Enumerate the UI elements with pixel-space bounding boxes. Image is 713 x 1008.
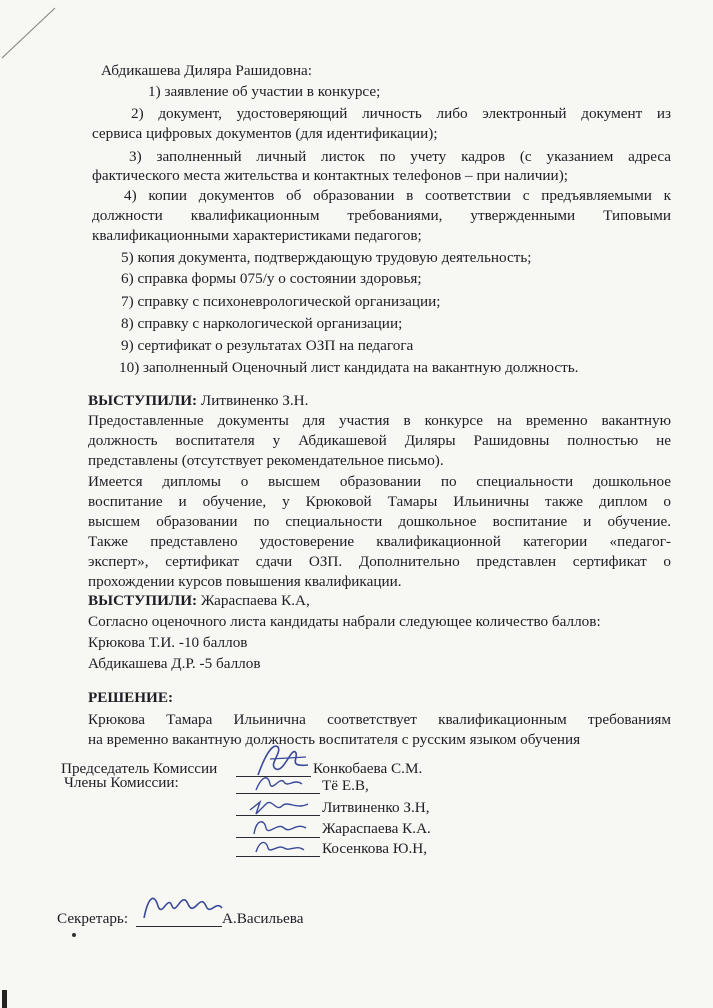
doc-item: 8) справку с наркологической организации;	[121, 315, 403, 332]
text-line: эксперт», сертификат сдачи ОЗП. Дополнительно представлен сертификат о	[88, 553, 671, 570]
text-line: Предоставленные документы для участия в конкурсе на временно вакантную	[88, 412, 671, 429]
text-line: Абдикашева Д.Р. -5 баллов	[88, 655, 261, 672]
candidate-name: Абдикашева Диляра Рашидовна:	[101, 62, 313, 79]
doc-item: фактического места жительства и контактных телефонов – при наличии);	[92, 167, 568, 184]
doc-item: 4) копии документов об образовании в соответствии с предъявляемыми к	[124, 187, 671, 204]
scan-edge-mark	[2, 990, 7, 1008]
doc-item: квалификационными характеристиками педагогов;	[92, 227, 422, 244]
decision-line: Крюкова Тамара Ильинична соответствует квалификационным требованиям	[88, 711, 671, 728]
speaker1-label: ВЫСТУПИЛИ:	[88, 392, 198, 409]
doc-item: 7) справку с психоневрологической организации;	[121, 293, 441, 310]
doc-item: 10) заполненный Оценочный лист кандидата на вакантную должность.	[119, 359, 579, 376]
text-line: воспитание и обучение, у Крюковой Тамары Ильиничны также диплом о	[88, 493, 671, 510]
doc-item: 1) заявление об участии в конкурсе;	[148, 83, 381, 100]
decision-line: на временно вакантную должность воспитателя с русским языком обучения	[88, 731, 581, 748]
member-signature	[250, 832, 310, 860]
text-line: Согласно оценочного листа кандидаты набрали следующее количество баллов:	[88, 613, 601, 630]
speaker1-heading	[88, 392, 308, 410]
text-line: представлены (отсутствует рекомендательное письмо).	[88, 452, 444, 469]
member-name: Жараспаева К.А.	[322, 820, 431, 837]
member-name: Косенкова Ю.Н,	[322, 840, 428, 857]
text-line: высшем образовании по специальности дошкольное воспитание и обучение.	[88, 513, 671, 530]
doc-item: 9) сертификат о результатах ОЗП на педагога	[121, 337, 414, 354]
doc-item: 5) копия документа, подтверждающую трудовую деятельность;	[121, 249, 532, 266]
speaker2-heading	[88, 592, 310, 610]
text-line: должность воспитателя у Абдикашевой Диляры Рашидовны полностью не	[88, 432, 671, 449]
decision-label: РЕШЕНИЕ:	[88, 689, 174, 706]
text-line: Также представлено удостоверение квалификационной категории «педагог-	[88, 533, 671, 550]
speaker2-label: ВЫСТУПИЛИ:	[88, 592, 198, 609]
text-line: прохождении курсов повышения квалификации.	[88, 573, 402, 590]
member-name: Литвиненко З.Н,	[322, 799, 430, 816]
secretary-signature	[138, 884, 228, 928]
secretary-name: А.Васильева	[222, 910, 304, 927]
speaker1-name: Литвиненко З.Н.	[197, 392, 309, 409]
member-name: Тё Е.В,	[322, 777, 369, 794]
text-line: Имеется дипломы о высшем образовании по специальности дошкольное	[88, 473, 671, 490]
members-label: Члены Комиссии:	[64, 774, 179, 791]
secretary-label: Секретарь:	[57, 910, 129, 927]
chair-name: Конкобаева С.М.	[313, 760, 423, 777]
doc-item: 2) документ, удостоверяющий личность либо электронный документ из	[131, 105, 671, 122]
chair-label: Председатель Комиссии	[61, 760, 218, 777]
scan-dot	[72, 933, 76, 937]
doc-item: 3) заполненный личный листок по учету кадров (с указанием адреса	[129, 148, 671, 165]
doc-item: 6) справка формы 075/у о состоянии здоровья;	[121, 270, 422, 287]
doc-item: сервиса цифровых документов (для идентификации);	[92, 125, 438, 142]
text-line: Крюкова Т.И. -10 баллов	[88, 634, 248, 651]
doc-item: должности квалификационным требованиями, утвержденными Типовыми	[92, 207, 671, 224]
speaker2-name: Жараспаева К.А,	[197, 592, 310, 609]
